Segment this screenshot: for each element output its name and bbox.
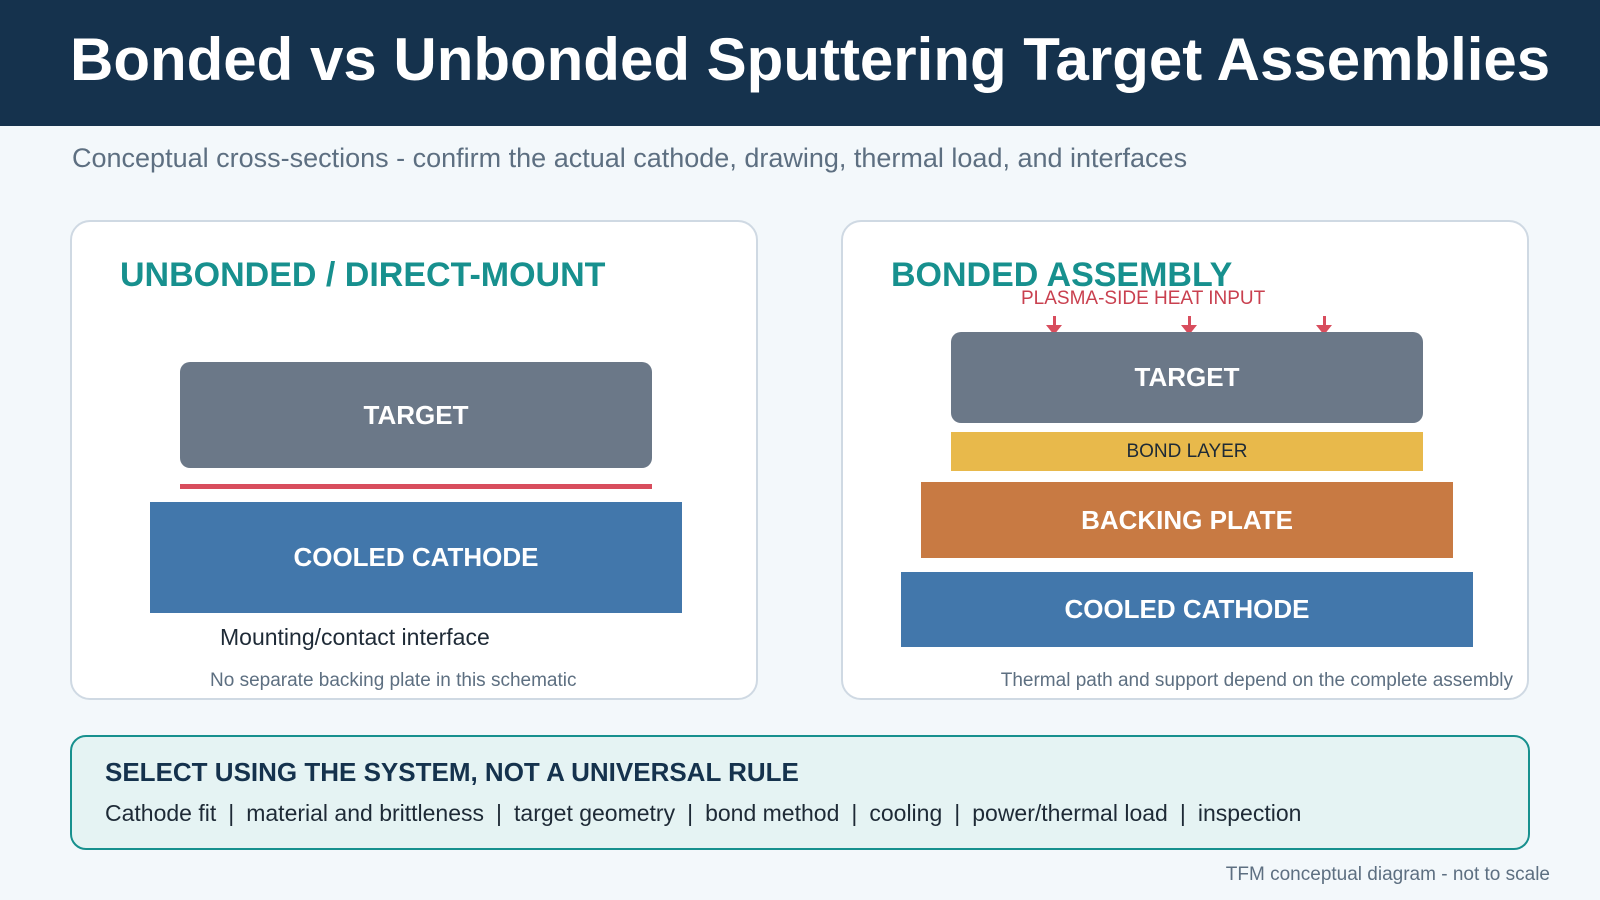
bonded-panel: [841, 220, 1529, 700]
header-bar: [0, 0, 1600, 126]
factor-separator: |: [954, 800, 961, 826]
unbonded-target-label: TARGET: [363, 399, 469, 430]
page-subtitle: Conceptual cross-sections - confirm the actual cathode, drawing, thermal load, and interfaces: [72, 143, 1188, 173]
factor-separator: |: [1179, 800, 1186, 826]
bonded-cathode-label: COOLED CATHODE: [1064, 594, 1310, 624]
bond-layer-label: BOND LAYER: [1126, 440, 1248, 462]
bonded-panel-title: BONDED ASSEMBLY: [891, 256, 1233, 294]
factor-item: power/thermal load: [972, 800, 1168, 826]
unbonded-interface-label: Mounting/contact interface: [220, 624, 490, 650]
unbonded-note: No separate backing plate in this schematic: [210, 670, 577, 691]
unbonded-cathode-label: COOLED CATHODE: [293, 542, 539, 572]
unbonded-interface-line: [180, 484, 652, 489]
backing-plate-label: BACKING PLATE: [1081, 504, 1293, 535]
unbonded-panel-title: UNBONDED / DIRECT-MOUNT: [120, 256, 606, 294]
footer-note: TFM conceptual diagram - not to scale: [1225, 864, 1550, 885]
factor-item: target geometry: [514, 800, 676, 826]
factor-separator: |: [496, 800, 503, 826]
factor-item: bond method: [705, 800, 840, 826]
selection-callout: [70, 735, 1530, 850]
factor-item: material and brittleness: [246, 800, 485, 826]
bonded-note: Thermal path and support depend on the complete assembly: [1000, 670, 1513, 691]
bonded-target-label: TARGET: [1134, 362, 1240, 392]
factor-separator: |: [228, 800, 235, 826]
bond-layer: [951, 432, 1423, 471]
unbonded-cathode-layer: [150, 502, 682, 613]
factor-list: [105, 800, 1301, 827]
heat-input-label: PLASMA-SIDE HEAT INPUT: [1021, 288, 1266, 309]
bonded-cathode-layer: [901, 572, 1473, 647]
factor-item: inspection: [1197, 800, 1302, 826]
factor-separator: |: [687, 800, 694, 826]
backing-plate-layer: [921, 482, 1453, 558]
callout-title: SELECT USING THE SYSTEM, NOT A UNIVERSAL RULE: [105, 757, 799, 787]
bonded-target-layer: [951, 332, 1423, 423]
page-title: Bonded vs Unbonded Sputtering Target Assemblies: [70, 26, 1551, 93]
unbonded-panel: [70, 220, 758, 700]
unbonded-target-layer: [180, 362, 652, 468]
factor-separator: |: [851, 800, 858, 826]
factor-item: Cathode fit: [105, 800, 217, 826]
factor-item: cooling: [869, 800, 943, 826]
